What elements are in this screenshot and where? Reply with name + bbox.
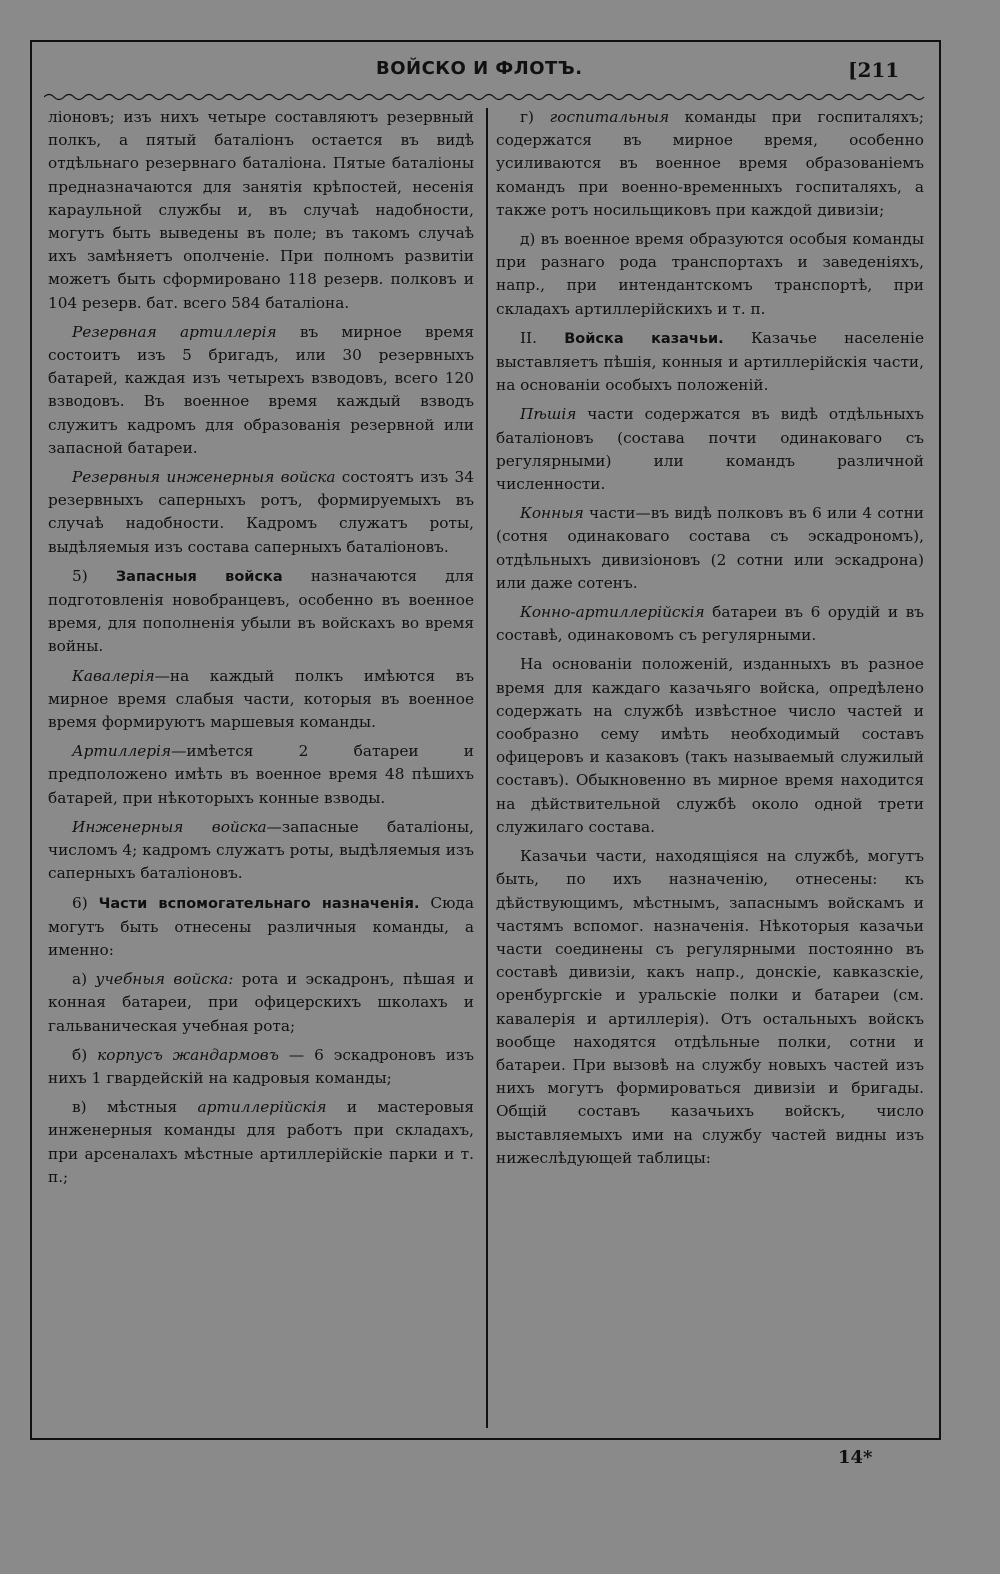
- paragraph-number: II.: [520, 328, 565, 347]
- paragraph-text: —на каждый полкъ имѣются въ мирное время слабыя части, которыя въ военное время формируютъ маршевыя команды.: [48, 666, 474, 732]
- italic-lead-term: Кавалерія: [72, 666, 155, 685]
- paragraph-text: и мастеровыя инженерныя команды для работъ при складахъ, при арсеналахъ мѣстные артиллерійскіе парки и т. п.;: [48, 1098, 474, 1186]
- paragraph: [48, 1096, 474, 1189]
- section-heading: Части вспомогательнаго назначенія.: [98, 895, 420, 912]
- italic-lead-term: Инженерныя войска: [72, 817, 267, 836]
- column-separator: [486, 108, 488, 1428]
- paragraph: [48, 968, 474, 1038]
- paragraph-text: въ мирное время состоитъ изъ 5 бригадъ, или 30 резервныхъ батарей, каждая изъ четырехъ взводовъ, всего 120 взводовъ. Въ военное время каждый взводъ служитъ кадромъ для образованія резервной или запасной батареи.: [48, 322, 474, 457]
- paragraph-number: в): [72, 1098, 107, 1117]
- paragraph: [48, 665, 474, 735]
- paragraph: [496, 653, 924, 839]
- paragraph: [48, 1044, 474, 1090]
- section-heading: Войска казачьи.: [564, 330, 724, 347]
- paragraph-number: д): [520, 230, 541, 249]
- paragraph: [496, 403, 924, 496]
- paragraph: [48, 740, 474, 810]
- paragraph: [48, 466, 474, 559]
- frame-left-rule: [30, 40, 32, 1440]
- paragraph-text: въ военное время образуются особыя команды при разнаго рода транспортахъ и заведеніяхъ, напр., при интендантскомъ транспортѣ, при складахъ артиллерійскихъ и т. п.: [496, 230, 925, 318]
- right-column: [496, 106, 924, 1176]
- paragraph-prefix: мѣстныя: [106, 1098, 198, 1117]
- page-number: [211: [848, 58, 900, 82]
- paragraph: [496, 502, 924, 595]
- paragraph: [48, 106, 474, 315]
- paragraph-number: 5): [72, 566, 116, 585]
- paragraph-number: а): [72, 970, 96, 989]
- paragraph-text: На основаніи положеній, изданныхъ въ разное время для каждаго казачьяго войска, опредѣлено содержать на службѣ извѣстное число частей и сообразно сему имѣть необходимый составъ офицеровъ и казаковъ (такъ называемый служилый составъ). Обыкновенно въ мирное время находится на дѣйствительной службѣ около одной трети служилаго состава.: [496, 655, 924, 836]
- paragraph-number: б): [72, 1045, 98, 1064]
- paragraph-number: г): [520, 108, 550, 126]
- paragraph: [496, 601, 924, 647]
- section-heading: Запасныя войска: [115, 568, 283, 585]
- paragraph-text: назначаются для подготовленія новобранцевъ, особенно въ военное время, для пополненія убыли въ войскахъ во время войны.: [48, 566, 474, 656]
- frame-bottom-rule: [30, 1438, 941, 1440]
- paragraph-text: команды при госпиталяхъ; содержатся въ мирное время, особенно усиливаются въ военное время образованіемъ командъ при военно-временныхъ госпиталяхъ, а также ротъ носильщиковъ при каждой дивизіи;: [496, 108, 924, 219]
- paragraph: [496, 106, 924, 222]
- wavy-header-rule: [44, 92, 926, 102]
- paragraph: [48, 816, 474, 886]
- frame-top-rule: [30, 40, 941, 42]
- paragraph-text: —имѣется 2 батареи и предположено имѣть въ военное время 48 пѣшихъ батарей, при нѣкоторыхъ конные взводы.: [48, 742, 474, 807]
- paragraph-text: Казачье населеніе выставляетъ пѣшія, конныя и артиллерійскія части, на основаніи особыхъ положеній.: [496, 328, 924, 395]
- paragraph: [496, 845, 924, 1170]
- paragraph: [48, 321, 474, 460]
- italic-lead-term: Пѣшія: [520, 405, 577, 424]
- paragraph-text: —запасные баталіоны, числомъ 4; кадромъ служатъ роты, выдѣляемыя изъ саперныхъ баталіоновъ.: [48, 817, 474, 883]
- italic-lead-term: корпусъ жандармовъ: [97, 1045, 279, 1064]
- italic-lead-term: Конно-артиллерійскія: [520, 603, 705, 622]
- italic-lead-term: Резервная артиллерія: [72, 322, 277, 341]
- printer-signature-mark: 14*: [838, 1447, 873, 1468]
- paragraph: [496, 228, 924, 321]
- paragraph: [48, 892, 474, 963]
- paragraph: [48, 565, 474, 659]
- paragraph-text: ліоновъ; изъ нихъ четыре составляютъ резервный полкъ, а пятый баталіонъ остается въ видѣ отдѣльнаго резервнаго баталіона. Пятые баталіоны предназначаются для занятія крѣпостей, несенія караульной службы и, въ случаѣ надобности, могутъ быть выведены въ поле; въ такомъ случаѣ ихъ замѣняетъ ополченіе. При полномъ развитіи можетъ быть сформировано 118 резерв. полковъ и 104 резерв. бат. всего 584 баталіона.: [48, 108, 474, 312]
- paragraph-text: Сюда могутъ быть отнесены различныя команды, а именно:: [48, 893, 474, 959]
- frame-right-rule: [939, 40, 941, 1440]
- paragraph-text: Казачьи части, находящіяся на службѣ, могутъ быть, по ихъ назначенію, отнесены: къ дѣйствующимъ, мѣстнымъ, запаснымъ войскамъ и частямъ вспомог. назначенія. Нѣкоторыя казачьи части соединены съ регулярными постоянно въ составѣ дивизіи, какъ напр., донскіе, кавказскіе, оренбургскіе и уральскіе полки и батареи (см. кавалерія и артиллерія). Отъ остальныхъ войскъ вообще находятся отдѣльные полки, сотни и батареи. При вызовѣ на службу новыхъ частей изъ нихъ могутъ формироваться дивизіи и бригады. Общій составъ казачьихъ войскъ, число выставляемыхъ ими на службу частей видны изъ нижеслѣдующей таблицы:: [496, 847, 924, 1167]
- left-column: [48, 106, 474, 1195]
- paragraph-text: рота и эскадронъ, пѣшая и конная батареи, при офицерскихъ школахъ и гальваническая учебная рота;: [48, 970, 474, 1035]
- italic-lead-term: Конныя: [520, 504, 584, 523]
- italic-lead-term: Артиллерія: [72, 742, 172, 761]
- paragraph-text: части—въ видѣ полковъ въ 6 или 4 сотни (сотня одинаковаго состава съ эскадрономъ), отдѣльныхъ дивизіоновъ (2 сотни или эскадрона) или даже сотенъ.: [496, 504, 924, 592]
- paragraph-text: батареи въ 6 орудій и въ составѣ, одинаковомъ съ регулярными.: [496, 603, 924, 645]
- paragraph: [496, 327, 924, 398]
- paragraph-text: — 6 эскадроновъ изъ нихъ 1 гвардейскій на кадровыя команды;: [48, 1045, 475, 1087]
- paragraph-text: состоятъ изъ 34 резервныхъ саперныхъ ротъ, формируемыхъ въ случаѣ надобности. Кадромъ служатъ роты, выдѣляемыя изъ состава саперныхъ баталіоновъ.: [48, 468, 475, 556]
- paragraph-number: 6): [72, 893, 99, 912]
- italic-lead-term: учебныя войска:: [95, 970, 234, 989]
- italic-lead-term: артиллерійскія: [197, 1098, 327, 1117]
- italic-lead-term: госпитальныя: [549, 108, 670, 126]
- italic-lead-term: Резервныя инженерныя войска: [72, 468, 336, 487]
- running-head: ВОЙСКО И ФЛОТЪ.: [376, 58, 583, 79]
- paragraph-text: части содержатся въ видѣ отдѣльныхъ баталіоновъ (состава почти одинаковаго съ регулярными) или командъ различной численности.: [496, 405, 924, 494]
